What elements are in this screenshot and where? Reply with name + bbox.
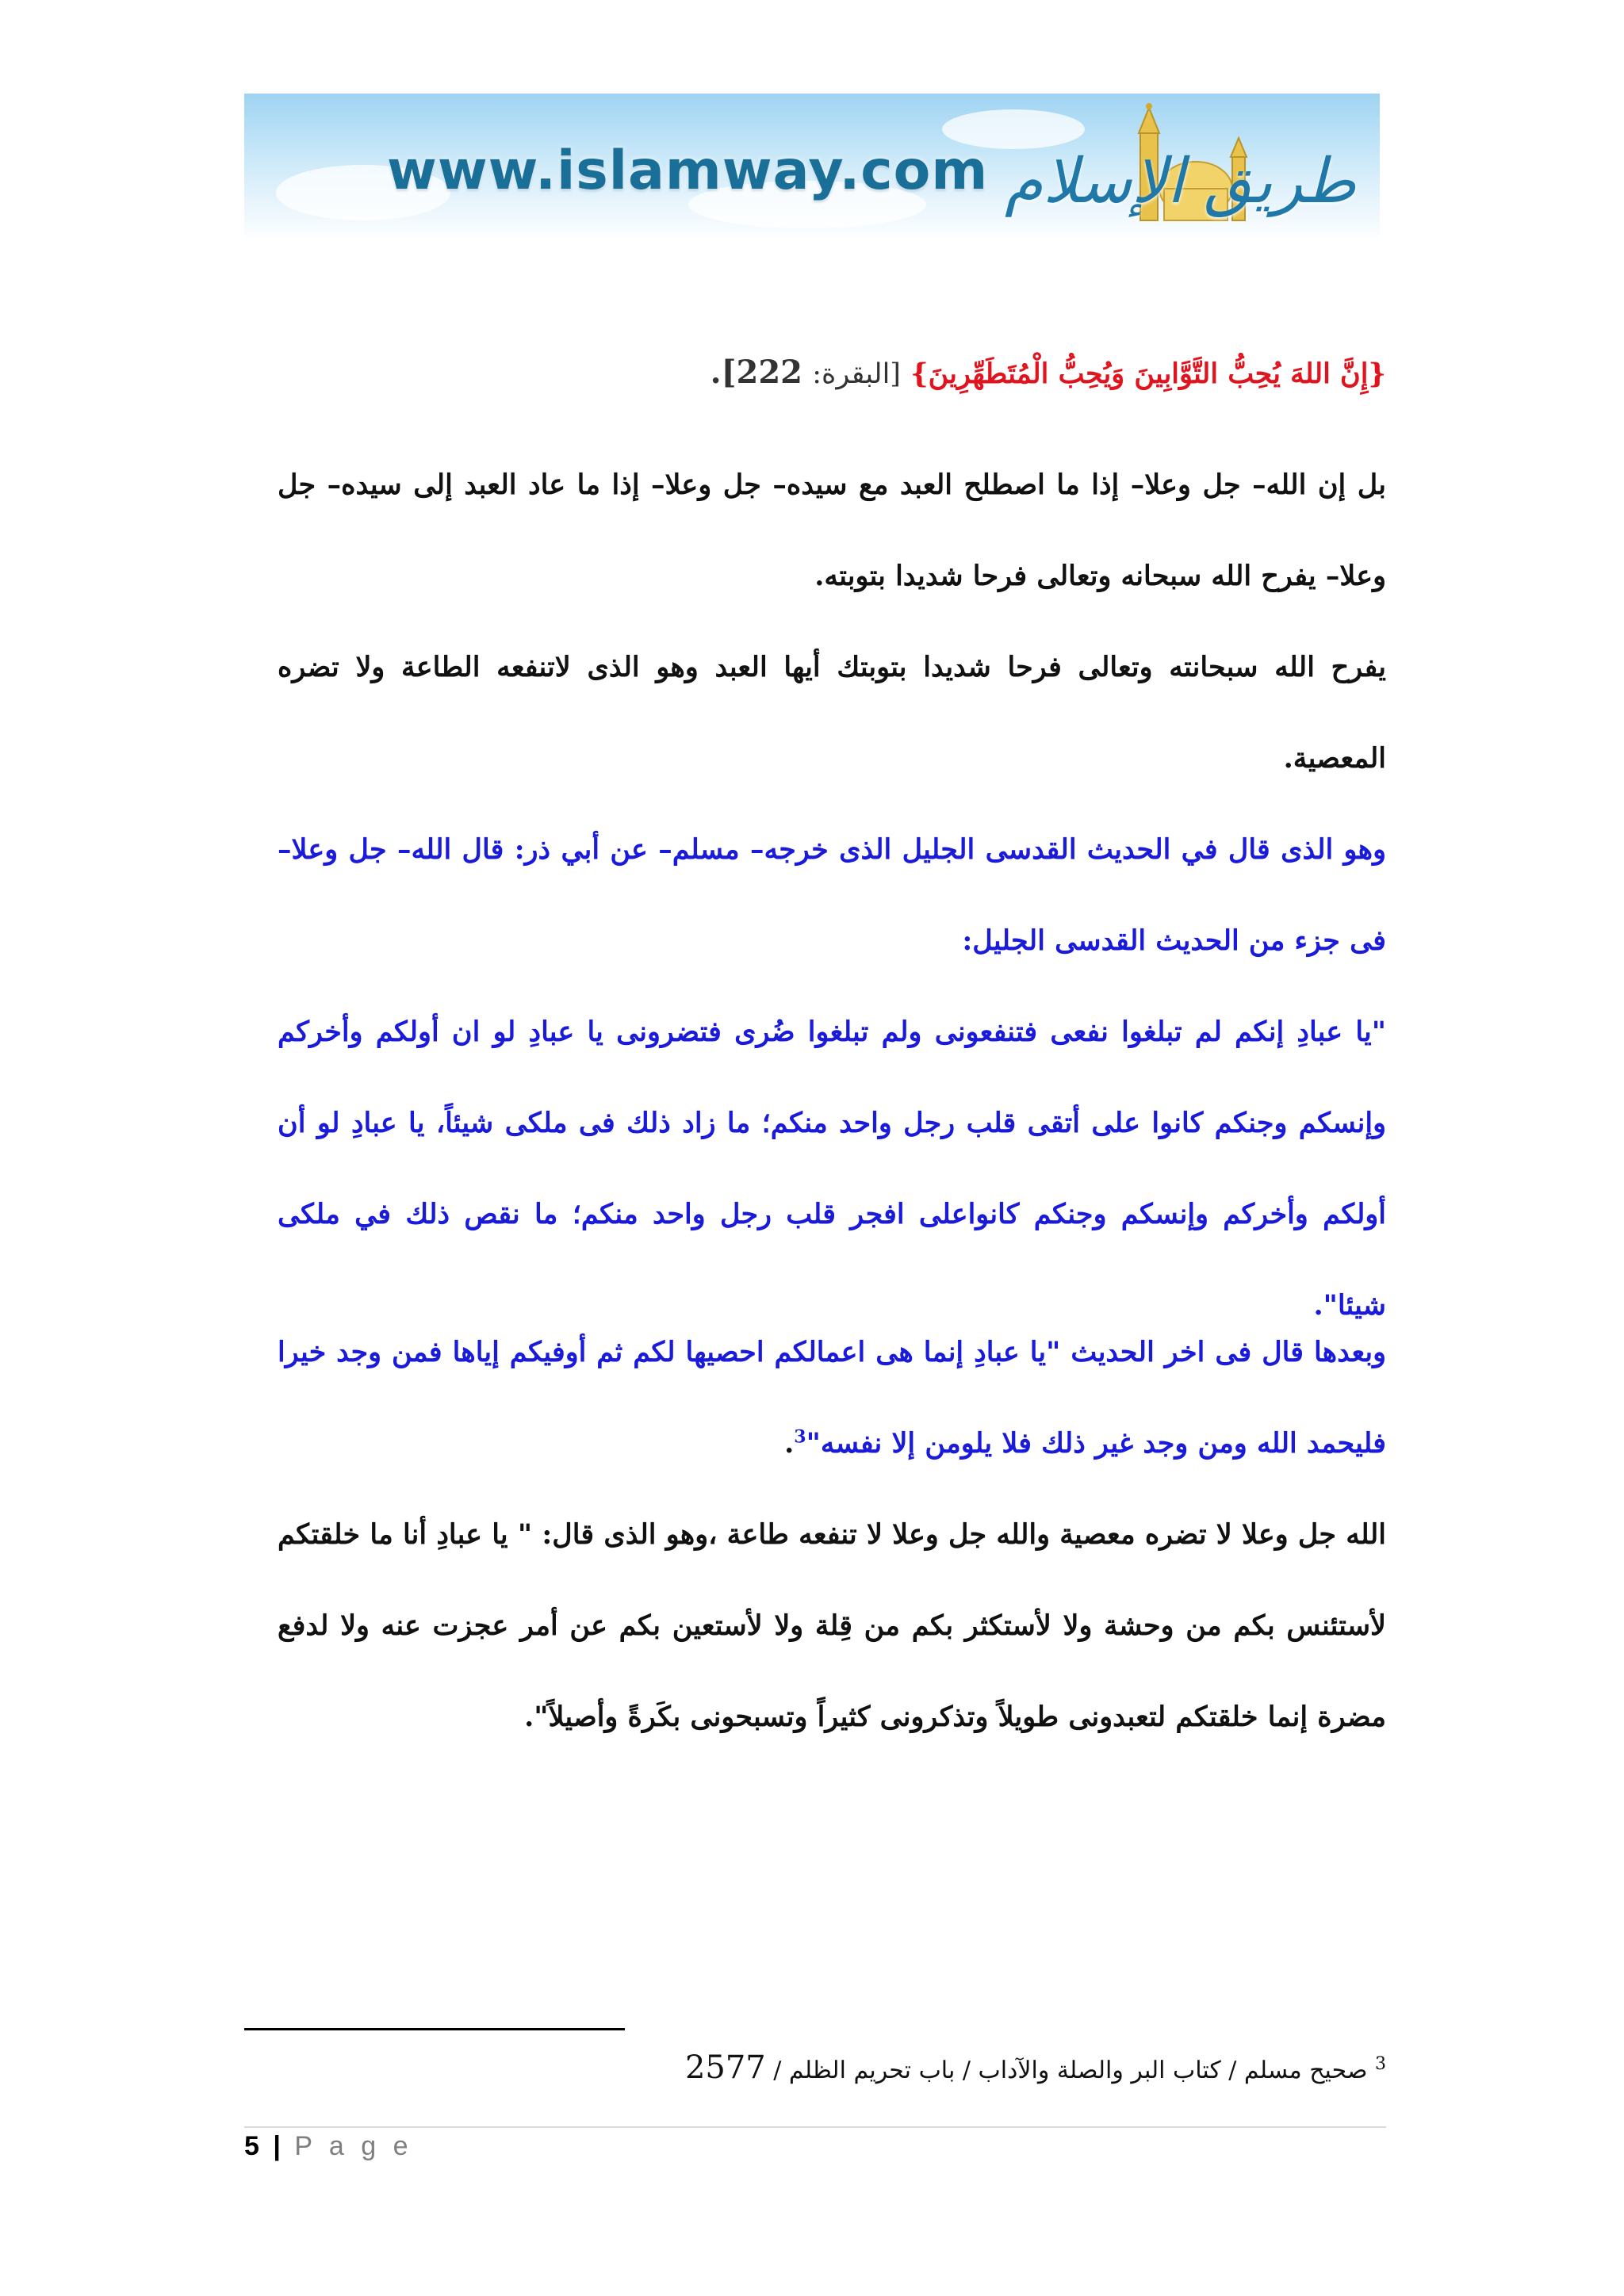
- site-logo-text: طريق الإسلام: [1004, 146, 1356, 217]
- page-footer: [244, 2131, 412, 2162]
- footer-rule: [244, 2126, 1386, 2128]
- footnote-marker[interactable]: 3: [794, 1426, 806, 1448]
- footnote-hadith-number: 2577: [684, 2049, 766, 2086]
- verse-ref-label: [البقرة:: [812, 358, 901, 390]
- page-separator: |: [273, 2131, 282, 2161]
- footnote-text: صحيح مسلم / كتاب البر والصلة والآداب / باب تحريم الظلم /: [773, 2057, 1368, 2084]
- header-banner: [244, 94, 1380, 241]
- footnote-number: 3: [1375, 2054, 1386, 2074]
- verse-text: {إِنَّ اللهَ يُحِبُّ التَّوَّابِينَ وَيُحِبُّ الْمُتَطَهِّرِينَ}: [910, 358, 1386, 390]
- paragraph-3: وهو الذى قال في الحديث القدسى الجليل الذى خرجه– مسلم– عن أبي ذر: قال الله– جل وعلا– فى جزء من الحديث القدسى الجليل:: [278, 833, 1386, 957]
- paragraph-2: يفرح الله سبحانته وتعالى فرحا شديدا بتوبتك أيها العبد وهو الذى لاتنفعه الطاعة ولا تضره المعصية.: [278, 651, 1386, 775]
- footnote-rule: [244, 2028, 625, 2030]
- footnote: [685, 2044, 1386, 2095]
- site-url[interactable]: www.islamway.com: [387, 140, 989, 202]
- paragraph-6: الله جل وعلا لا تضره معصية والله جل وعلا لا تنفعه طاعة ،وهو الذى قال: " يا عبادِ أنا ما خلقتكم لأستئنس بكم من وحشة ولا لأستكثر بكم من قِلة ولا لأستعين بكم عن أمر عجزت عنه ولا لدفع مضرة إنما خلقتكم لتعبدونى طويلاً وتذكرونى كثيراً وتسبحونى بكَرةً وأصيلاً".: [278, 1518, 1386, 1733]
- paragraph-5-end: .: [784, 1427, 795, 1460]
- quran-verse: [278, 327, 1386, 420]
- paragraph-1: بل إن الله– جل وعلا– إذا ما اصطلح العبد مع سيده– جل وعلا– إذا ما عاد العبد إلى سيده– جل وعلا– يفرح الله سبحانه وتعالى فرحا شديدا بتوبته.: [278, 469, 1386, 592]
- verse-ref-close: ].: [710, 354, 737, 391]
- paragraph-5: [278, 1307, 1386, 1489]
- verse-ref-number: 222: [736, 354, 803, 391]
- page-number: 5: [244, 2131, 261, 2161]
- paragraph-4-hadith: "يا عبادِ إنكم لم تبلغوا نفعى فتنفعونى ولم تبلغوا ضُرى فتضرونى يا عبادِ لو ان أولكم وأخركم وإنسكم وجنكم كانوا على أتقى قلب رجل واحد منكم؛ ما زاد ذلك فى ملكى شيئاً، يا عبادِ لو أن أولكم وأخركم وإنسكم وجنكم كانواعلى افجر قلب رجل واحد منكم؛ ما نقص ذلك في ملكى شيئا".: [278, 1016, 1386, 1322]
- page-label: P a g e: [294, 2131, 413, 2161]
- paragraph-5-text: وبعدها قال فى اخر الحديث "يا عبادِ إنما هى اعمالكم احصيها لكم ثم أوفيكم إياها فمن وجد خيرا فليحمد الله ومن وجد غير ذلك فلا يلومن إلا نفسه": [278, 1336, 1386, 1460]
